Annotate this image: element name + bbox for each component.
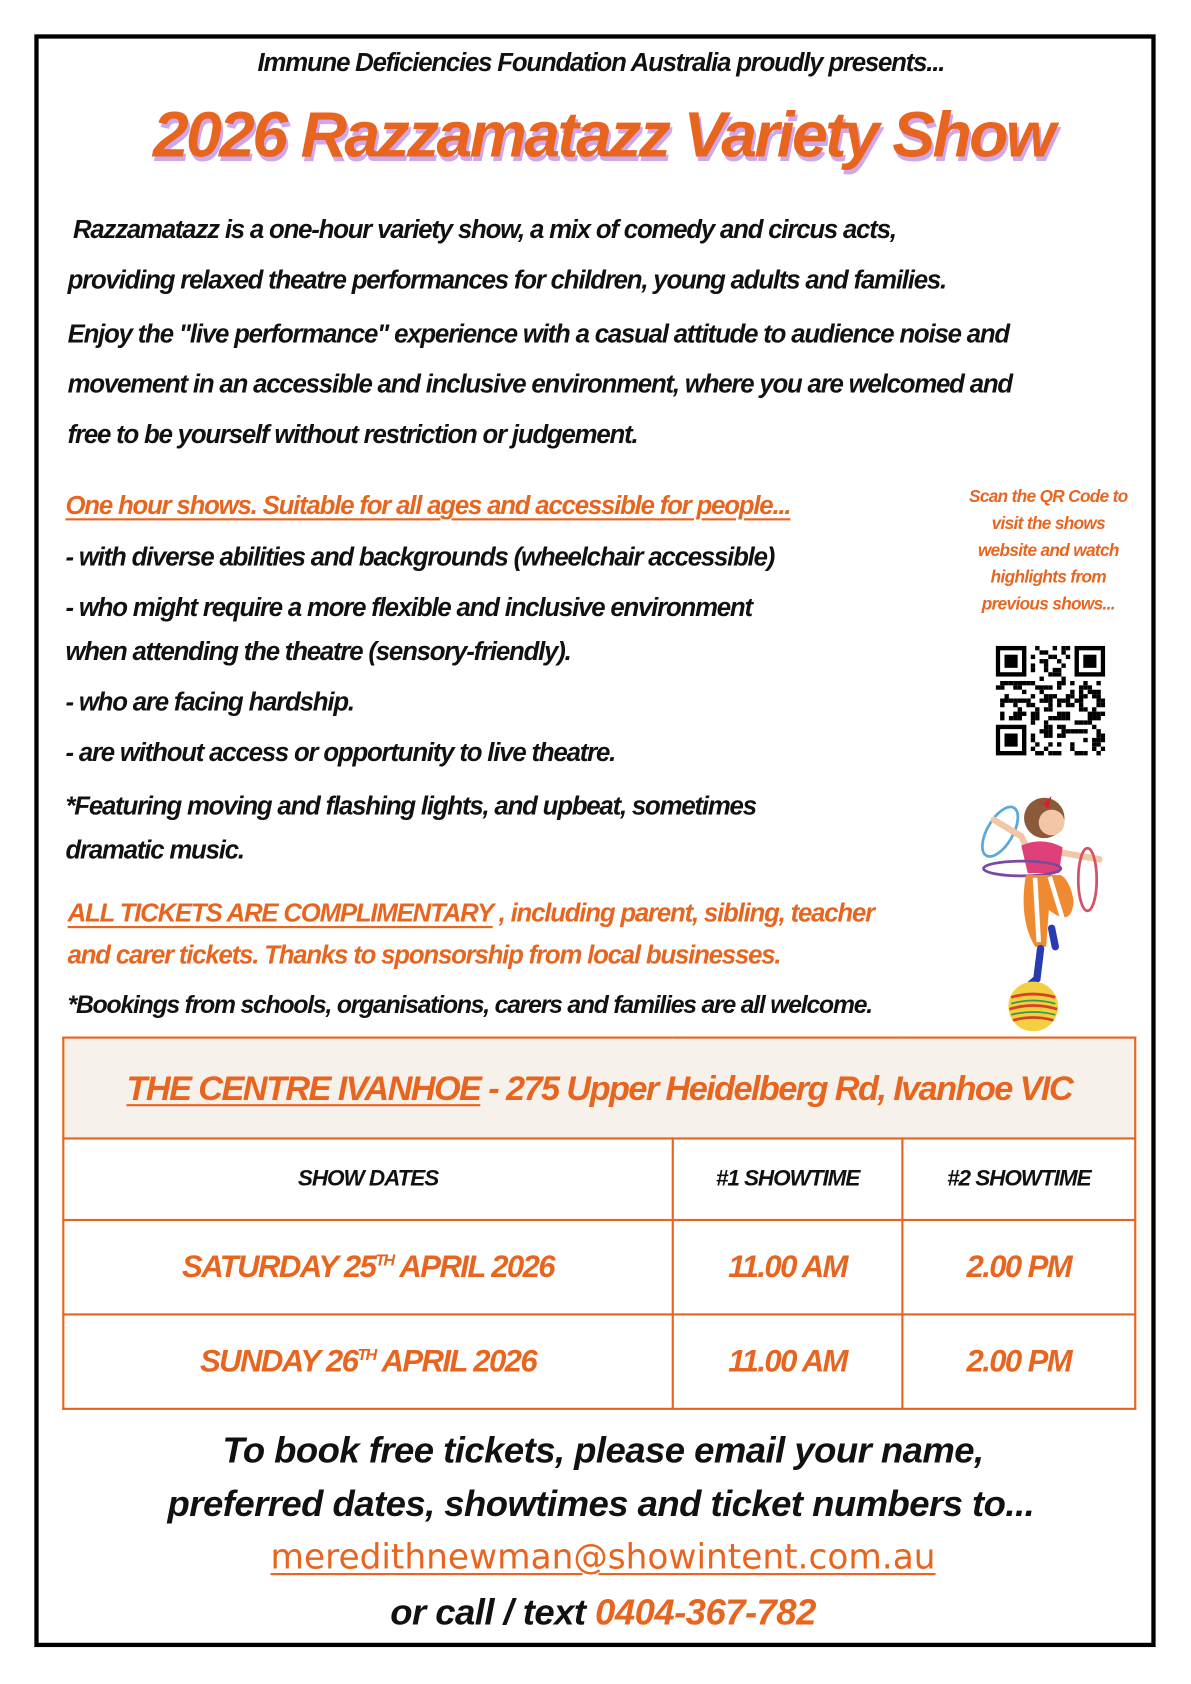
showtime-1: 11.00 AM bbox=[673, 1314, 903, 1408]
booking-email-link[interactable]: meredithnewman@showintent.com.au bbox=[270, 1536, 936, 1578]
call-line bbox=[390, 1592, 816, 1634]
table-row bbox=[63, 1220, 1135, 1314]
call-label: or call / text bbox=[390, 1592, 596, 1634]
phone-number[interactable]: 0404-367-782 bbox=[595, 1592, 816, 1634]
show-date: SATURDAY 25TH APRIL 2026 bbox=[63, 1220, 672, 1314]
tickets-line bbox=[68, 901, 874, 927]
complimentary-highlight: ALL TICKETS ARE COMPLIMENTARY bbox=[67, 899, 493, 929]
venue-cell bbox=[63, 1038, 1135, 1139]
column-header: SHOW DATES bbox=[63, 1138, 672, 1220]
suitability-heading: One hour shows. Suitable for all ages and accessible for people... bbox=[65, 491, 791, 521]
suitability-line: - who are facing hardship. bbox=[65, 687, 354, 717]
booking-instructions: To book free tickets, please email your name, bbox=[222, 1430, 984, 1472]
showtime-2: 2.00 PM bbox=[902, 1314, 1135, 1408]
acrobat-girl-illustration bbox=[966, 781, 1132, 1039]
intro-line: Razzamatazz is a one-hour variety show, a mix of comedy and circus acts, bbox=[72, 215, 896, 245]
qr-code[interactable] bbox=[996, 645, 1105, 757]
suitability-line: - who might require a more flexible and inclusive environment bbox=[65, 593, 752, 623]
intro-line: providing relaxed theatre performances for children, young adults and families. bbox=[67, 266, 947, 296]
suitability-line: when attending the theatre (sensory-friendly). bbox=[65, 637, 571, 667]
bookings-note: *Bookings from schools, organisations, carers and families are all welcome. bbox=[67, 990, 872, 1019]
qr-caption: previous shows... bbox=[981, 595, 1115, 614]
intro-line: free to be yourself without restriction or judgement. bbox=[67, 420, 638, 450]
qr-caption: Scan the QR Code to bbox=[969, 488, 1128, 507]
suitability-line: - are without access or opportunity to live theatre. bbox=[65, 738, 616, 768]
intro-line: Enjoy the "live performance" experience with a casual attitude to audience noise and bbox=[67, 319, 1009, 349]
suitability-line: dramatic music. bbox=[65, 835, 244, 865]
schedule-table bbox=[62, 1037, 1136, 1410]
column-header: #2 SHOWTIME bbox=[902, 1138, 1135, 1220]
showtime-2: 2.00 PM bbox=[902, 1220, 1135, 1314]
show-date: SUNDAY 26TH APRIL 2026 bbox=[63, 1314, 672, 1408]
qr-caption: visit the shows bbox=[991, 515, 1106, 534]
page-title: 2026 Razzamatazz Variety Show bbox=[152, 98, 1054, 171]
qr-caption: website and watch bbox=[977, 541, 1119, 561]
tickets-text: , including parent, sibling, teacher bbox=[492, 899, 874, 929]
venue-name: THE CENTRE IVANHOE bbox=[126, 1068, 481, 1107]
showtime-1: 11.00 AM bbox=[673, 1220, 903, 1314]
suitability-line: *Featuring moving and flashing lights, and upbeat, sometimes bbox=[65, 791, 756, 821]
booking-instructions: preferred dates, showtimes and ticket numbers to... bbox=[167, 1483, 1035, 1525]
tickets-line: and carer tickets. Thanks to sponsorship from local businesses. bbox=[67, 941, 781, 970]
qr-caption: highlights from bbox=[990, 568, 1106, 587]
suitability-line: - with diverse abilities and backgrounds (wheelchair accessible) bbox=[65, 542, 775, 572]
intro-line: movement in an accessible and inclusive environment, where you are welcomed and bbox=[67, 370, 1012, 400]
column-header: #1 SHOWTIME bbox=[673, 1138, 903, 1220]
venue-address: - 275 Upper Heidelberg Rd, Ivanhoe VIC bbox=[480, 1068, 1073, 1107]
table-row bbox=[63, 1314, 1135, 1408]
presenter-line: Immune Deficiencies Foundation Australia proudly presents... bbox=[257, 48, 945, 78]
